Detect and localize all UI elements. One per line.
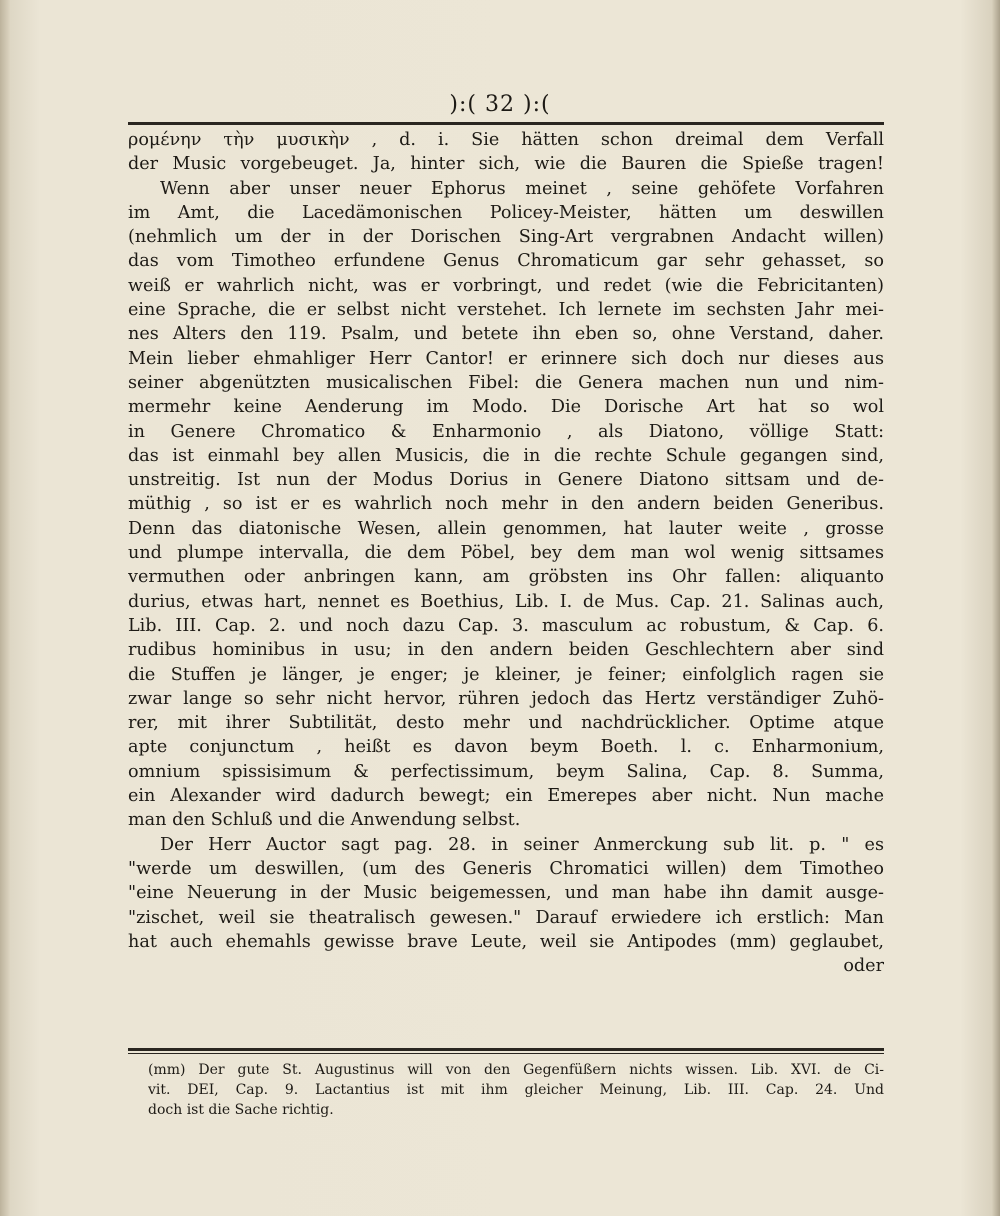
text-line: das ist einmahl bey allen Musicis, die in die rechte Schule gegangen sind, [128,445,884,466]
footnote-rule [128,1048,884,1051]
text-line: und plumpe intervalla, die dem Pöbel, bey dem man wol wenig sittsames [128,543,884,564]
footnote-line: vit. DEI, Cap. 9. Lactantius ist mit ihm gleicher Meinung, Lib. III. Cap. 24. Und [148,1082,884,1098]
page-left-edge [0,0,10,1216]
page-right-edge [992,0,1000,1216]
main-text [128,128,884,978]
text-line: im Amt, die Lacedämonischen Policey-Meister, hätten um deswillen [128,202,884,223]
text-line: (nehmlich um der in der Dorischen Sing-Art vergrabnen Andacht willen) [128,227,884,248]
footnote-line: doch ist die Sache richtig. [148,1102,334,1118]
text-line: ρομένην τὴν μυσικὴν , d. i. Sie hätten schon dreimal dem Verfall [128,130,884,150]
text-line: apte conjunctum , heißt es davon beym Boeth. l. c. Enharmonium, [128,737,884,758]
footnotes [148,1060,884,1120]
text-line: der Music vorgebeuget. Ja, hinter sich, wie die Bauren die Spieße tragen! [128,154,884,175]
text-line: unstreitig. Ist nun der Modus Dorius in Genere Diatono sittsam und de- [128,470,884,491]
text-line: weiß er wahrlich nicht, was er vorbringt, und redet (wie die Febricitanten) [128,275,884,296]
text-line: Denn das diatonische Wesen, allein genommen, hat lauter weite , grosse [128,518,884,539]
text-line: mermehr keine Aenderung im Modo. Die Dorische Art hat so wol [128,397,884,418]
header-rule [128,122,884,125]
text-line: rudibus hominibus in usu; in den andern beiden Geschlechtern aber sind [128,640,884,661]
text-line: durius, etwas hart, nennet es Boethius, Lib. I. de Mus. Cap. 21. Salinas auch, [128,591,884,612]
footnote-rule-thin [128,1053,884,1054]
text-line: die Stuffen je länger, je enger; je kleiner, je feiner; einfolglich ragen sie [128,664,884,685]
footnote-line: (mm) Der gute St. Augustinus will von den Gegenfüßern nichts wissen. Lib. XVI. de Ci- [148,1062,884,1078]
text-line: Wenn aber unser neuer Ephorus meinet , seine gehöfete Vorfahren [160,178,884,199]
text-line: Lib. III. Cap. 2. und noch dazu Cap. 3. masculum ac robustum, & Cap. 6. [128,615,884,636]
text-line: ein Alexander wird dadurch bewegt; ein Emerepes aber nicht. Nun mache [128,786,884,807]
text-line: "werde um deswillen, (um des Generis Chromatici willen) dem Timotheo [128,858,884,879]
text-line: in Genere Chromatico & Enharmonio , als Diatono, völlige Statt: [128,421,884,442]
text-line: "eine Neuerung in der Music beigemessen, und man habe ihn damit ausge- [128,883,884,904]
text-line: nes Alters den 119. Psalm, und betete ihn eben so, ohne Verstand, daher. [128,324,884,345]
text-line: seiner abgenützten musicalischen Fibel: die Genera machen nun und nim- [128,372,884,393]
text-line: das vom Timotheo erfundene Genus Chromaticum gar sehr gehasset, so [128,251,884,272]
text-line: eine Sprache, die er selbst nicht verstehet. Ich lernete im sechsten Jahr mei- [128,300,884,321]
page-header: ):( 32 ):( [449,92,551,117]
text-line: rer, mit ihrer Subtilität, desto mehr und nachdrücklicher. Optime atque [128,713,884,734]
text-line: Der Herr Auctor sagt pag. 28. in seiner Anmerckung sub lit. p. " es [160,834,884,855]
text-line: "zischet, weil sie theatralisch gewesen." Darauf erwiedere ich erstlich: Man [128,907,884,928]
text-line: vermuthen oder anbringen kann, am gröbsten ins Ohr fallen: aliquanto [128,567,884,588]
text-line: Mein lieber ehmahliger Herr Cantor! er erinnere sich doch nur dieses aus [128,348,884,369]
text-line: hat auch ehemahls gewisse brave Leute, weil sie Antipodes (mm) geglaubet, [128,931,884,952]
text-line: omnium spissisimum & perfectissimum, beym Salina, Cap. 8. Summa, [128,761,884,782]
text-line: man den Schluß und die Anwendung selbst. [128,810,521,831]
catchword: oder [843,956,884,977]
text-line: zwar lange so sehr nicht hervor, rühren jedoch das Hertz verständiger Zuhö- [128,688,884,709]
text-line: müthig , so ist er es wahrlich noch mehr in den andern beiden Generibus. [128,494,884,515]
